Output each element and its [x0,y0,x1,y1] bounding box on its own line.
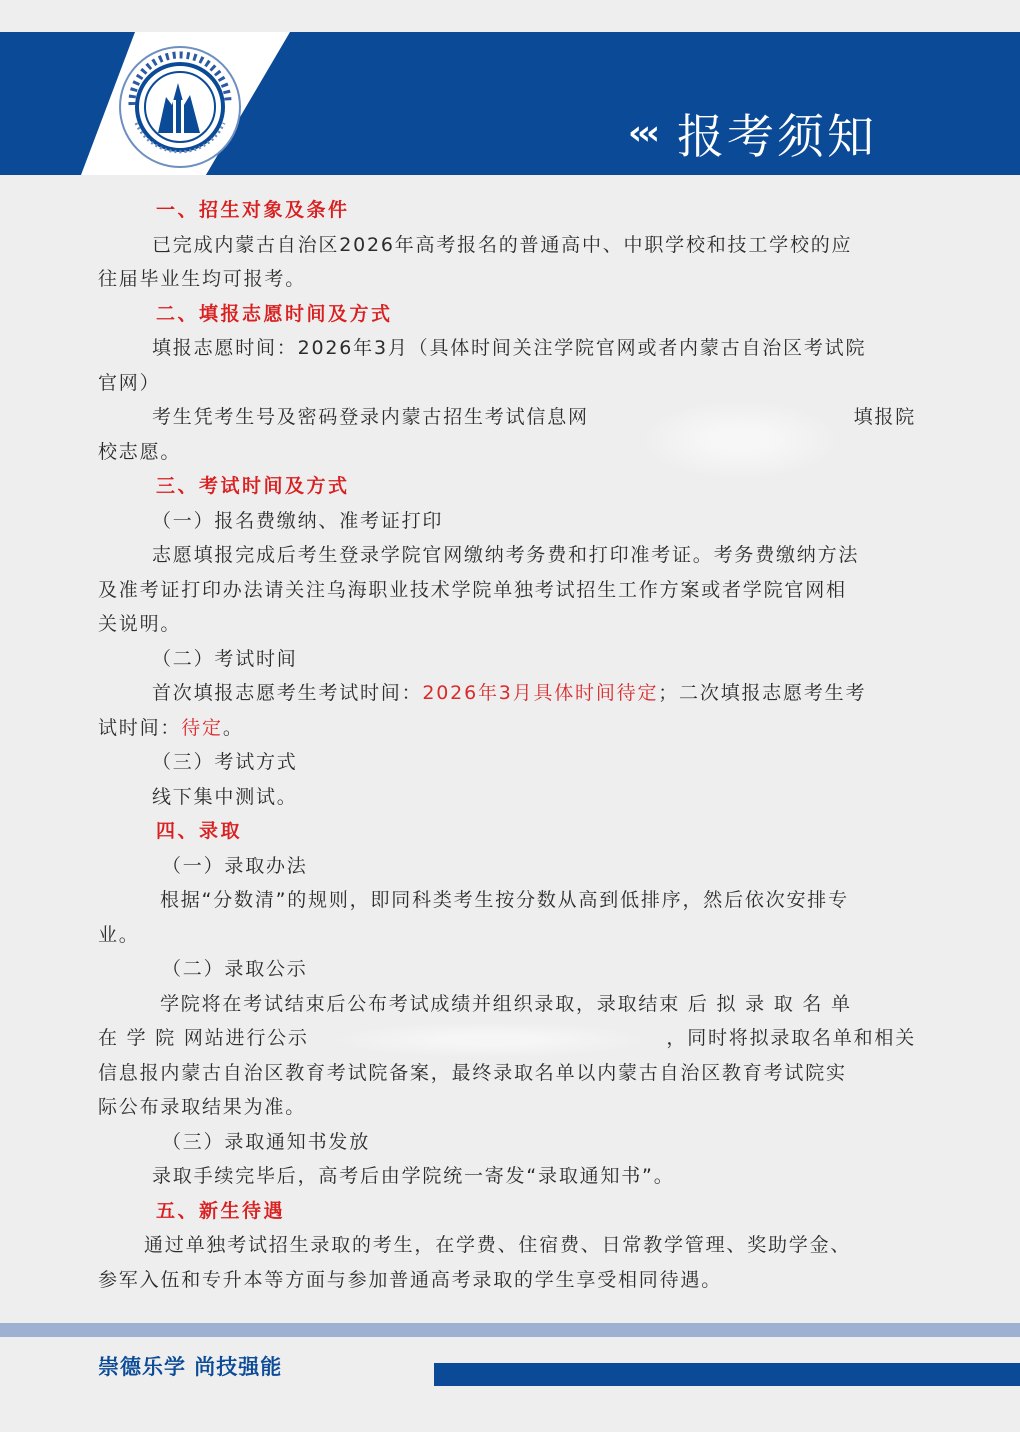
paragraph-line: 关说明。 [98,613,182,635]
paragraph-line: 根据“分数清”的规则，即同科类考生按分数从高到低排序，然后依次安排专 [160,889,849,911]
paragraph-line: 及准考证打印办法请关注乌海职业技术学院单独考试招生工作方案或者学院官网相 [98,578,847,601]
section-heading: 三、考试时间及方式 [156,475,350,497]
paragraph-line: 往届毕业生均可报考。 [98,268,307,290]
sub-heading: （二）考试时间 [152,647,298,670]
paragraph-text: 首次填报志愿考生考试时间： [152,682,423,704]
paragraph-line [98,711,918,746]
page-title [628,98,877,168]
paragraph-text: 在 学 院 网站进行公示 [98,1027,309,1049]
highlight-text: 待定 [181,716,223,739]
paragraph-line: 际公布录取结果为准。 [98,1096,307,1118]
sub-heading: （一）录取办法 [162,854,308,877]
paragraph-text: 试时间： [98,716,182,739]
paragraph-line: 官网） [98,371,161,394]
footer-slogan: 崇德乐学 尚技强能 [98,1355,283,1379]
triple-chevron-left-icon: ‹‹‹ [628,113,656,153]
section-heading: 五、新生待遇 [156,1199,286,1222]
paragraph-line: 业。 [98,923,140,946]
paragraph-line [98,400,918,435]
section-heading: 二、填报志愿时间及方式 [156,302,393,325]
footer-accent-bar [434,1363,1020,1386]
paragraph-line: 线下集中测试。 [152,785,298,808]
footer-divider [0,1323,1020,1337]
paragraph-text: 填报院 [853,406,916,428]
paragraph-line: 校志愿。 [98,440,182,463]
section-heading: 四、录取 [156,820,243,842]
paragraph-text: 。 [222,716,244,739]
paragraph-line: 参军入伍和专升本等方面与参加普通高考录取的学生享受相同待遇。 [98,1268,723,1291]
paragraph-text: 考生凭考生号及密码登录内蒙古招生考试信息网 [152,406,589,428]
page-title-text: 报考须知 [677,109,878,165]
paragraph-line: 志愿填报完成后考生登录学院官网缴纳考务费和打印准考证。考务费缴纳方法 [152,544,860,566]
college-emblem-logo [118,45,242,169]
paragraph-line [98,1021,918,1056]
paragraph-text: ；二次填报志愿考生考 [658,682,867,704]
paragraph-line: 填报志愿时间：2026年3月（具体时间关注学院官网或者内蒙古自治区考试院 [152,337,867,359]
highlight-text: 2026年3月具体时间待定 [422,682,659,704]
section-heading: 一、招生对象及条件 [156,199,350,221]
paragraph-line [98,676,918,711]
sub-heading: （一）报名费缴纳、准考证打印 [152,509,444,532]
paragraph-text: ，同时将拟录取名单和相关 [666,1027,916,1049]
paragraph-line: 信息报内蒙古自治区教育考试院备案，最终录取名单以内蒙古自治区教育考试院实 [98,1061,847,1084]
sub-heading: （三）考试方式 [152,751,298,773]
sub-heading: （二）录取公示 [162,958,308,980]
paragraph-line: 学院将在考试结束后公布考试成绩并组织录取，录取结束 后 拟 录 取 名 单 [160,992,852,1015]
paragraph-line: 录取手续完毕后，高考后由学院统一寄发“录取通知书”。 [152,1165,675,1187]
sub-heading: （三）录取通知书发放 [162,1130,371,1153]
notice-body [98,193,918,1297]
paragraph-line: 通过单独考试招生录取的考生，在学费、住宿费、日常教学管理、奖助学金、 [144,1234,852,1256]
paragraph-line: 已完成内蒙古自治区2026年高考报名的普通高中、中职学校和技工学校的应 [152,233,853,256]
